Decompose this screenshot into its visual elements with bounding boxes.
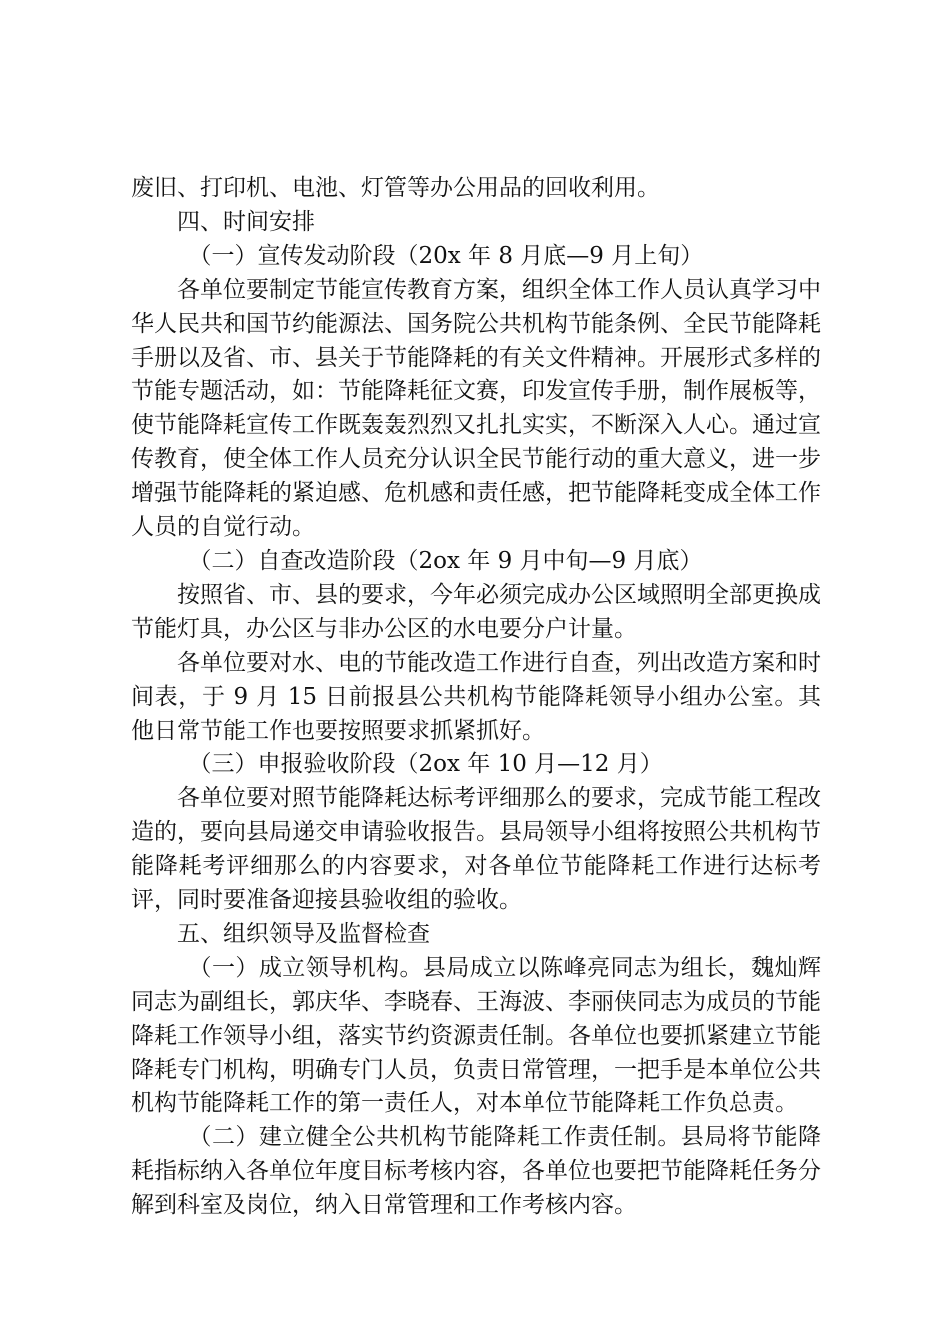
subheading-publicity-phase: （一）宣传发动阶段（20x 年 8 月底—9 月上旬） (188, 242, 704, 269)
document-body (131, 172, 821, 1223)
section-heading-schedule: 四、时间安排 (177, 208, 315, 235)
paragraph-self-check: 各单位要对水、电的节能改造工作进行自查，列出改造方案和时间表，于 9 月 15 日前报县公共机构节能降耗领导小组办公室。其他日常节能工作也要按照要求抓紧抓好。 (131, 649, 821, 744)
paragraph-acceptance: 各单位要对照节能降耗达标考评细那么的要求，完成节能工程改造的，要向县局递交申请验收报告。县局领导小组将按照公共机构节能降耗考评细那么的内容要求，对各单位节能降耗工作进行达标考评，同时要准备迎接县验收组的验收。 (131, 785, 821, 914)
paragraph-requirements: 按照省、市、县的要求，今年必须完成办公区域照明全部更换成节能灯具，办公区与非办公区的水电要分户计量。 (131, 581, 821, 642)
subheading-self-check-phase: （二）自查改造阶段（2ox 年 9 月中旬—9 月底） (188, 547, 703, 574)
subheading-acceptance-phase: （三）申报验收阶段（2ox 年 10 月—12 月） (188, 751, 663, 778)
paragraph-responsibility-system: （二）建立健全公共机构节能降耗工作责任制。县局将节能降耗指标纳入各单位年度目标考核内容，各单位也要把节能降耗任务分解到科室及岗位，纳入日常管理和工作考核内容。 (131, 1124, 821, 1219)
paragraph-leadership-group: （一）成立领导机构。县局成立以陈峰亮同志为组长，魏灿辉同志为副组长，郭庆华、李晓春、王海波、李丽侠同志为成员的节能降耗工作领导小组，落实节约资源责任制。各单位也要抓紧建立节能降耗专门机构，明确专门人员，负责日常管理，一把手是本单位公共机构节能降耗工作的第一责任人，对本单位节能降耗工作负总责。 (131, 954, 821, 1117)
section-heading-leadership: 五、组织领导及监督检查 (177, 920, 430, 947)
paragraph-publicity: 各单位要制定节能宣传教育方案，组织全体工作人员认真学习中华人民共和国节约能源法、国务院公共机构节能条例、全民节能降耗手册以及省、市、县关于节能降耗的有关文件精神。开展形式多样的节能专题活动，如：节能降耗征文赛，印发宣传手册，制作展板等，使节能降耗宣传工作既轰轰烈烈又扎扎实实，不断深入人心。通过宣传教育，使全体工作人员充分认识全民节能行动的重大意义，进一步增强节能降耗的紧迫感、危机感和责任感，把节能降耗变成全体工作人员的自觉行动。 (131, 276, 821, 541)
paragraph-continuation: 废旧、打印机、电池、灯管等办公用品的回收利用。 (131, 175, 660, 201)
